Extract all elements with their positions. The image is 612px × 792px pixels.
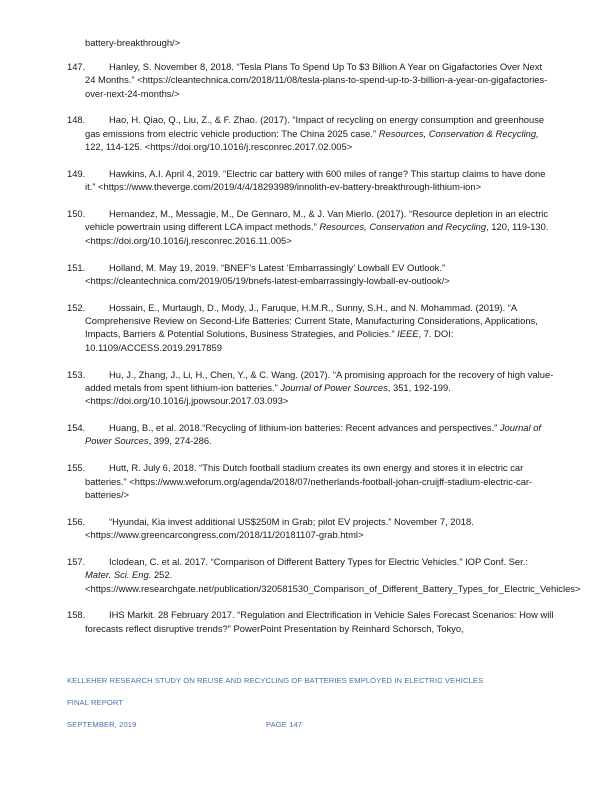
reference-number: 150.	[67, 208, 86, 220]
reference-number: 153.	[67, 368, 86, 380]
reference-text	[85, 555, 581, 595]
reference-number: 154.	[67, 422, 86, 434]
footer-date-line	[67, 720, 303, 729]
footer-date: SEPTEMBER, 2019	[67, 720, 137, 729]
reference-text-segment: Hossain, E., Murtaugh, D., Mody, J., Faruque, H.M.R., Sunny, S.H., and N. Mohammad. (2019). “A Comprehensive Review on Second-Life Batteries: Current State, Manufacturing Considerations, Applications, Impacts, Barriers & Potential Solutions, Business Strategies, and Policies.”	[85, 301, 538, 340]
reference-text	[85, 261, 555, 288]
continued-reference-text: battery-breakthrough/>	[85, 37, 181, 48]
reference-text-segment: Hawkins, A.I. April 4, 2019. “Electric car battery with 600 miles of range? This startup claims to have done it.” <https://www.theverge.com/2019/4/4/18293989/innolith-ev-battery-breakthrough-lithium-ion>	[85, 167, 546, 193]
reference-text-segment: IHS Markit. 28 February 2017. “Regulation and Electrification in Vehicle Sales Forecast Scenarios: How will forecasts reflect disruptive trends?” PowerPoint Presentation by Reinhard Schorsch, Tokyo,	[85, 609, 554, 634]
reference-text-segment: Holland, M. May 19, 2019. “BNEF’s Latest ‘Embarrassingly’ Lowball EV Outlook.” <https://cleantechnica.com/2019/05/19/bnefs-latest-embarrassingly-lowball-ev-outlook/>	[85, 261, 450, 286]
reference-number: 148.	[67, 114, 86, 126]
reference-number: 158.	[67, 609, 86, 621]
reference-item	[67, 515, 555, 542]
reference-number: 157.	[67, 555, 86, 567]
reference-number: 147.	[67, 61, 86, 72]
reference-item	[67, 421, 555, 448]
reference-source-title: Resources, Conservation & Recycling,	[378, 127, 539, 139]
reference-item	[67, 60, 555, 100]
footer-report-title: KELLEHER RESEARCH STUDY ON REUSE AND RECYCLING OF BATTERIES EMPLOYED IN ELECTRIC VEHICLES	[67, 676, 484, 685]
reference-item	[67, 113, 555, 153]
reference-text-segment: Hanley, S. November 8, 2018. “Tesla Plans To Spend Up To $3 Billion A Year on Gigafactories Over Next 24 Months.” <https://cleantechnica.com/2018/11/08/tesla-plans-to-spend-up-to-3-billion-a-year-on-gigafactories-over-next-24-months/>	[85, 61, 548, 99]
reference-text	[85, 167, 555, 194]
reference-item	[67, 368, 555, 408]
reference-source-title: IEEE	[397, 328, 419, 340]
reference-source-title: Mater. Sci. Eng.	[85, 569, 152, 581]
reference-text-segment: , 7. DOI: 10.1109/ACCESS.2019.2917859	[85, 328, 454, 353]
reference-text-segment: Hao, H. Qiao, Q., Liu, Z., & F. Zhao. (2017). “Impact of recycling on energy consumption and greenhouse gas emissions from electric vehicle production: The China 2025 case.”	[85, 114, 545, 139]
reference-text-segment: “Hyundai, Kia invest additional US$250M in Grab; pilot EV projects.” November 7, 2018. <https://www.greencarcongress.com/2018/11/20181107-grab.html>	[85, 515, 474, 541]
reference-item	[67, 555, 581, 595]
reference-text	[85, 461, 555, 501]
reference-item	[67, 461, 555, 501]
reference-number: 152.	[67, 301, 86, 313]
reference-text	[85, 113, 555, 153]
reference-text	[85, 421, 555, 448]
reference-number: 156.	[67, 515, 86, 527]
reference-text-segment: Hernandez, M., Messagie, M., De Gennaro, M., & J. Van Mierlo. (2017). “Resource depletion in an electric vehicle powertrain using different LCA impact methods.”	[85, 208, 549, 233]
reference-item	[67, 608, 555, 635]
reference-source-title: Journal of Power Sources	[280, 381, 388, 393]
reference-item	[67, 207, 555, 247]
reference-source-title: Journal of Power Sources	[85, 422, 542, 447]
reference-text-segment: Hu, J., Zhang, J., Li, H., Chen, Y., & C. Wang. (2017). “A promising approach for the recovery of high value- added metals from spent lithium-ion batteries.”	[85, 368, 554, 393]
reference-text-segment: , 399, 274-286.	[148, 435, 212, 447]
reference-item	[67, 261, 555, 288]
reference-text	[85, 207, 555, 247]
reference-number: 149.	[67, 167, 86, 179]
reference-text	[85, 608, 555, 635]
reference-item	[67, 167, 555, 194]
reference-text-segment: Iclodean, C. et al. 2017. “Comparison of Different Battery Types for Electric Vehicles.” IOP Conf. Ser.:	[109, 555, 528, 567]
reference-text	[85, 301, 555, 354]
reference-number: 155.	[67, 462, 86, 474]
reference-text	[85, 368, 555, 408]
reference-text-segment: Huang, B., et al. 2018.“Recycling of lithium-ion batteries: Recent advances and perspectives.”	[109, 422, 500, 434]
reference-source-title: Resources, Conservation and Recycling	[319, 221, 487, 233]
page-number: PAGE 147	[266, 720, 303, 729]
reference-list	[67, 60, 581, 649]
reference-text-segment: , 351, 192-199. <https://doi.org/10.1016/j.jpowsour.2017.03.093>	[85, 381, 451, 407]
footer-report-type: FINAL REPORT	[67, 698, 124, 707]
reference-text-segment: Hutt, R. July 6, 2018. “This Dutch football stadium creates its own energy and stores it in electric car batteries.” <https://www.weforum.org/agenda/2018/07/netherlands-football-johan-cruijff-stadium-electric-car-batteries/>	[85, 462, 533, 500]
reference-text-segment: , 120, 119-130. <https://doi.org/10.1016/j.resconrec.2016.11.005>	[85, 221, 549, 246]
reference-text	[85, 60, 555, 100]
reference-text-segment: 252. <https://www.researchgate.net/publication/320581530_Comparison_of_Different_Battery_Types_for_Electric_Vehicles>	[85, 569, 581, 594]
reference-number: 151.	[67, 261, 86, 273]
reference-item	[67, 301, 555, 354]
reference-text-segment: 122, 114-125. <https://doi.org/10.1016/j.resconrec.2017.02.005>	[85, 141, 353, 153]
reference-text	[85, 515, 555, 542]
